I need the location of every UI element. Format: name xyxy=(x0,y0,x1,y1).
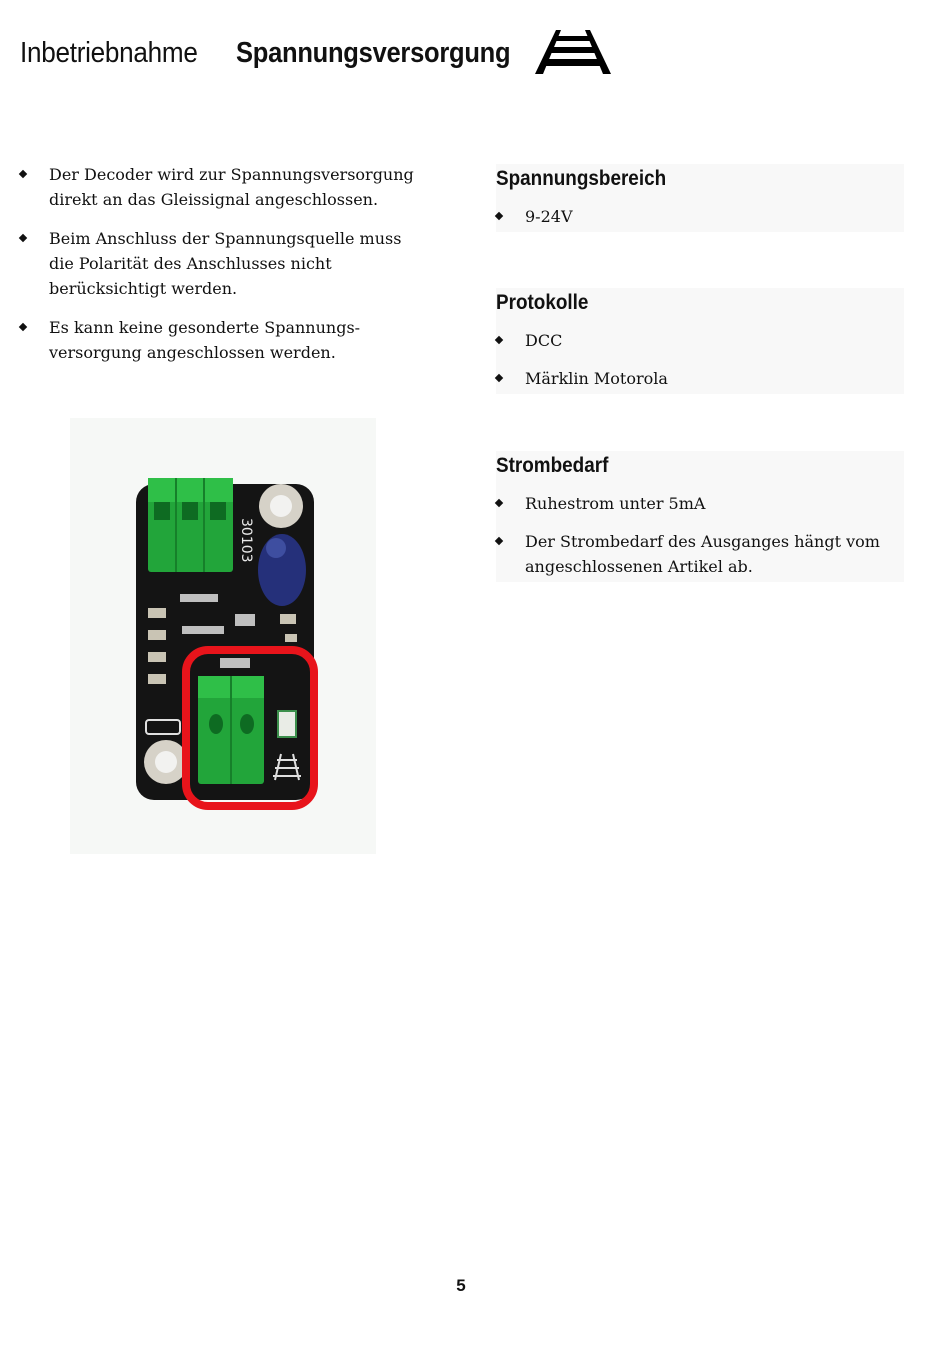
diamond-bullet-icon xyxy=(495,499,503,507)
diamond-bullet-icon xyxy=(495,336,503,344)
railway-track-icon xyxy=(534,28,612,76)
list-item: Ruhestrom unter 5mA xyxy=(496,491,904,516)
board-label: 30103 xyxy=(238,518,254,563)
section-title: Inbetriebnahme xyxy=(20,36,198,69)
box-title: Spannungsbereich xyxy=(496,167,667,190)
diamond-bullet-icon xyxy=(495,212,503,220)
protocols-box xyxy=(496,288,904,394)
diamond-bullet-icon xyxy=(495,537,503,545)
page-number: 5 xyxy=(456,1276,466,1295)
list-item: Beim Anschluss der Spannungsquelle muss die Polarität des Anschlusses nicht berücksichtigt werden. xyxy=(20,226,430,301)
voltage-range-box xyxy=(496,164,904,232)
list-item: DCC xyxy=(496,328,904,353)
current-draw-box xyxy=(496,451,904,582)
topic-title: Spannungsversorgung xyxy=(236,36,511,69)
list-item: Der Strombedarf des Ausganges hängt vom angeschlossenen Artikel ab. xyxy=(496,529,904,579)
list-item: Märklin Motorola xyxy=(496,366,904,391)
decoder-photo xyxy=(70,418,376,854)
list-item: 9-24V xyxy=(496,204,904,229)
page-header xyxy=(20,28,511,78)
diamond-bullet-icon xyxy=(19,170,27,178)
box-title: Protokolle xyxy=(496,291,589,314)
diamond-bullet-icon xyxy=(19,323,27,331)
box-title: Strombedarf xyxy=(496,454,609,477)
diamond-bullet-icon xyxy=(19,234,27,242)
intro-list xyxy=(20,162,430,379)
list-item: Der Decoder wird zur Spannungsversorgung direkt an das Gleissignal angeschlossen. xyxy=(20,162,430,212)
list-item: Es kann keine gesonderte Spannungs-versorgung angeschlossen werden. xyxy=(20,315,430,365)
diamond-bullet-icon xyxy=(495,374,503,382)
